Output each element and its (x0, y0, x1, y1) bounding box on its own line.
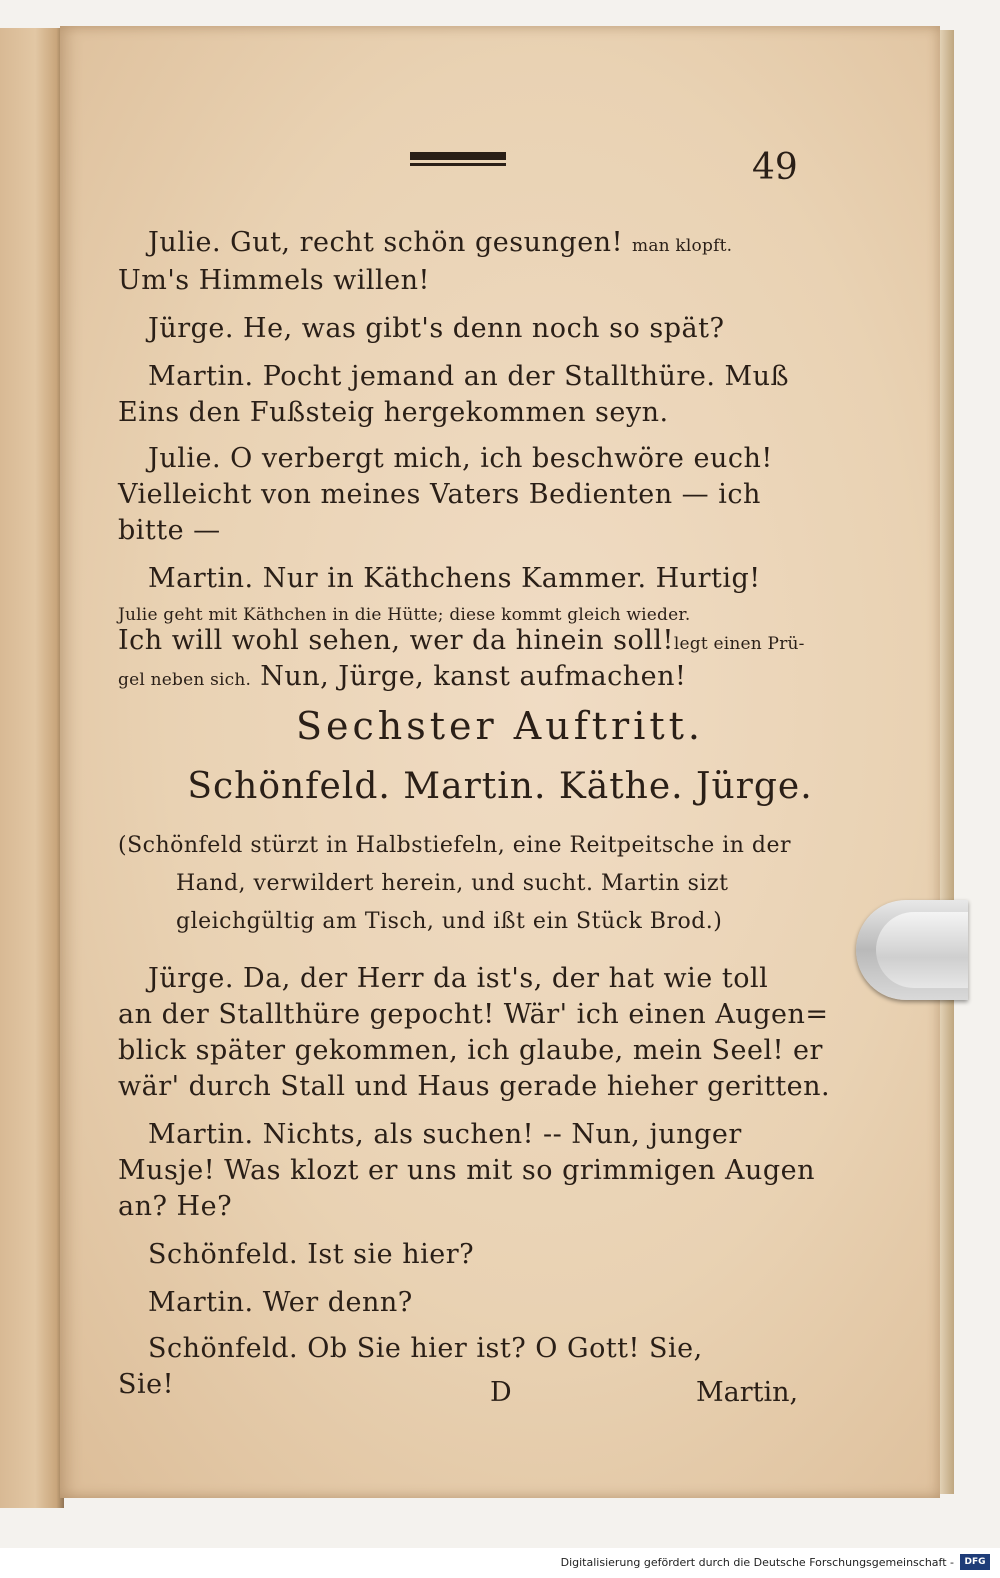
text-line: Martin. Nur in Käthchens Kammer. Hurtig! (148, 563, 761, 594)
text-line: Martin. Pocht jemand an der Stallthüre. Muß (148, 361, 790, 392)
text-line: Julie. Gut, recht schön gesungen! man klopft. (148, 227, 733, 258)
text-line: Jürge. He, was gibt's denn noch so spät? (148, 313, 725, 344)
stage-note: man klopft. (632, 236, 733, 256)
text-line: Julie. O verbergt mich, ich beschwöre euch! (148, 443, 773, 474)
catchword: Martin, (696, 1377, 799, 1408)
stage-direction-line: gleichgültig am Tisch, und ißt ein Stück Brod.) (176, 909, 723, 934)
stage-note: gel neben sich. (118, 670, 252, 690)
signature-mark: D (490, 1377, 512, 1408)
text-line: Musje! Was klozt er uns mit so grimmigen Augen (118, 1155, 816, 1186)
stage-note: Julie geht mit Käthchen in die Hütte; diese kommt gleich wieder. (118, 605, 691, 625)
text-line: wär' durch Stall und Haus gerade hieher geritten. (118, 1071, 831, 1102)
text-line: Um's Himmels willen! (118, 265, 430, 296)
text-line: Ich will wohl sehen, wer da hinein soll!legt einen Prü- (118, 625, 805, 656)
text-line: blick später gekommen, ich glaube, mein Seel! er (118, 1035, 823, 1066)
text-line: an der Stallthüre gepocht! Wär' ich einen Augen= (118, 999, 829, 1030)
ornament-rule (410, 152, 506, 170)
text-line: Martin. Wer denn? (148, 1287, 413, 1318)
text-line: Sie! (118, 1369, 174, 1400)
scene-heading: Sechster Auftritt. (296, 704, 704, 748)
dfg-logo: DFG (960, 1554, 990, 1570)
text-line: bitte — (118, 515, 221, 546)
text-line: an? He? (118, 1191, 233, 1222)
text-line: Schönfeld. Ob Sie hier ist? O Gott! Sie, (148, 1333, 703, 1364)
page-number: 49 (752, 147, 798, 188)
text-line: Jürge. Da, der Herr da ist's, der hat wie toll (148, 963, 769, 994)
stage-direction-line: Hand, verwildert herein, und sucht. Martin sizt (176, 871, 729, 896)
credit-text: Digitalisierung gefördert durch die Deutsche Forschungsgemeinschaft - (560, 1556, 954, 1569)
characters-heading: Schönfeld. Martin. Käthe. Jürge. (187, 766, 813, 807)
text-line: Vielleicht von meines Vaters Bedienten — ich (118, 479, 761, 510)
stage-direction-line: (Schönfeld stürzt in Halbstiefeln, eine Reitpeitsche in der (118, 833, 792, 858)
stage-note: legt einen Prü- (673, 634, 805, 654)
book-page (60, 26, 940, 1498)
text-line: Schönfeld. Ist sie hier? (148, 1239, 475, 1270)
text-line: gel neben sich. Nun, Jürge, kanst aufmachen! (118, 661, 687, 692)
facing-page-edge (0, 28, 64, 1508)
text-line: Martin. Nichts, als suchen! -- Nun, junger (148, 1119, 742, 1150)
page-clip-inner (876, 912, 968, 988)
text-line: Eins den Fußsteig hergekommen seyn. (118, 397, 669, 428)
